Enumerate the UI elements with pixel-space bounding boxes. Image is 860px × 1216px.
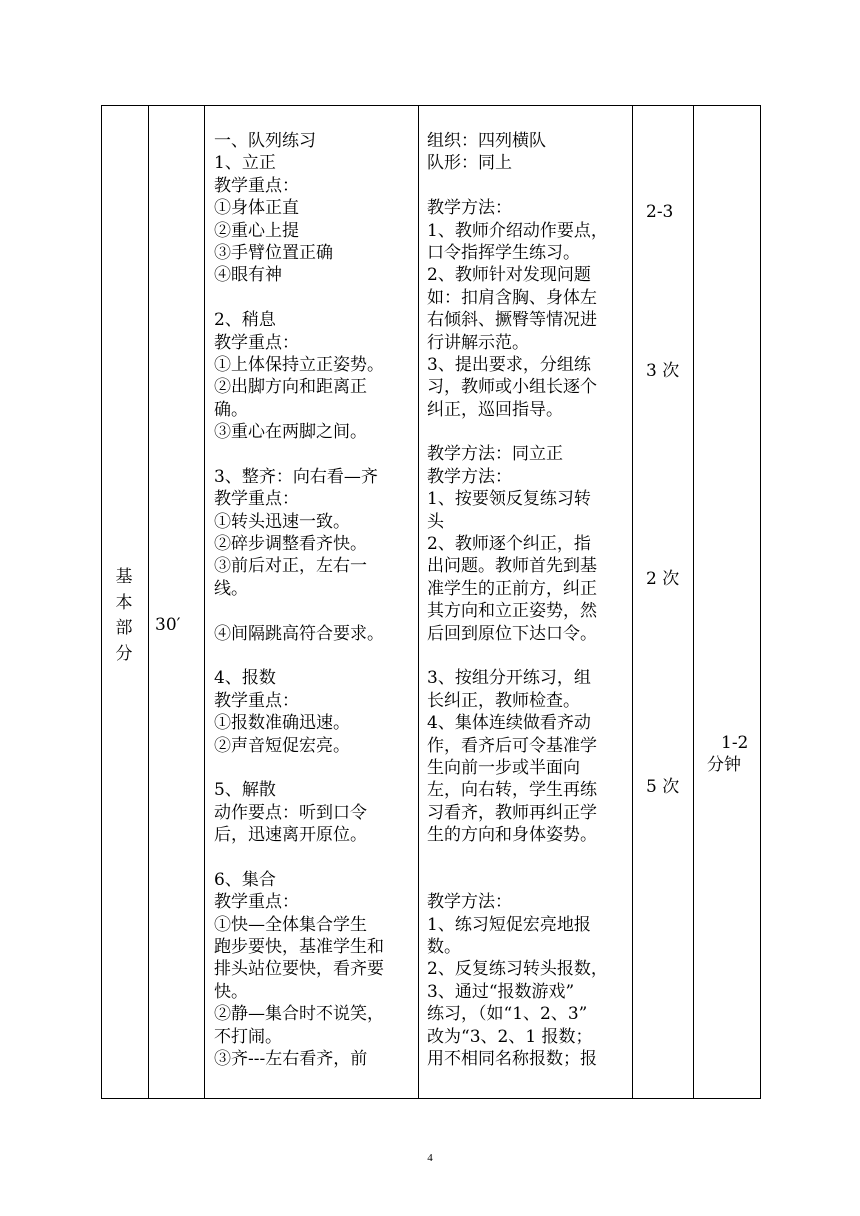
text-line: 改为“3、2、1 报数； (427, 1026, 593, 1047)
count-value: 2-3 (646, 202, 674, 222)
text-line: 头 (427, 511, 444, 532)
section-char: 本 (115, 592, 133, 613)
section-char: 分 (115, 643, 133, 664)
text-line: ②声音短促宏亮。 (214, 735, 350, 756)
text-line (214, 287, 414, 309)
text-line: ①快—全体集合学生 (214, 914, 367, 935)
text-line: 纠正，巡回指导。 (427, 399, 563, 420)
text-line: ④眼有神 (214, 265, 282, 286)
text-line: 练习，（如“1、2、3” (427, 1004, 588, 1025)
text-line: 教学重点： (214, 489, 299, 510)
text-line: 后回到原位下达口令。 (427, 623, 597, 644)
text-line (214, 443, 414, 465)
text-line: ①身体正直 (214, 198, 299, 219)
teaching-content-column (214, 130, 414, 1070)
text-line: 1、练习短促宏亮地报 (427, 914, 591, 935)
text-line: 2、教师针对发现问题 (427, 265, 591, 286)
count-value: 2 次 (646, 569, 680, 589)
text-line: 5、解散 (214, 780, 276, 801)
text-line: 其方向和立正姿势，然 (427, 601, 597, 622)
text-line: ③重心在两脚之间。 (214, 422, 367, 443)
text-line: ①转头迅速一致。 (214, 511, 350, 532)
text-line (214, 847, 414, 869)
text-line: 生向前一步或半面向 (427, 757, 580, 778)
text-line: 作，看齐后可令基准学 (427, 735, 597, 756)
text-line: ③手臂位置正确 (214, 242, 333, 263)
text-line: 2、教师逐个纠正，指 (427, 534, 591, 555)
text-line: 一、队列练习 (214, 131, 316, 151)
text-line: ①报数准确迅速。 (214, 713, 350, 734)
count-value: 5 次 (646, 777, 680, 797)
text-line (214, 645, 414, 667)
text-line (427, 869, 629, 891)
text-line: 教学重点： (214, 175, 299, 196)
text-line: 数。 (427, 937, 461, 958)
text-line: 确。 (214, 399, 248, 420)
duration-unit: 分钟 (707, 755, 741, 775)
count-value: 3 次 (646, 361, 680, 381)
teaching-method-column (427, 130, 629, 1070)
text-line: 不打闹。 (214, 1026, 282, 1047)
time-cell (149, 106, 205, 1099)
text-line: 教学方法： (427, 466, 512, 487)
text-line: 1、按要领反复练习转 (427, 489, 591, 510)
text-line: 出问题。教师首先到基 (427, 556, 597, 577)
text-line (427, 645, 629, 667)
text-line (427, 421, 629, 443)
text-line: ②重心上提 (214, 220, 299, 241)
text-line: 教学方法： (427, 892, 512, 913)
duration-label (693, 732, 759, 776)
text-line: 6、集合 (214, 869, 276, 890)
text-line: 生的方向和身体姿势。 (427, 825, 597, 846)
duration-range: 1-2 (721, 733, 749, 753)
text-line: 准学生的正前方，纠正 (427, 578, 597, 599)
text-line: 线。 (214, 578, 248, 599)
text-line: 4、集体连续做看齐动 (427, 713, 591, 734)
text-line: 长纠正，教师检查。 (427, 690, 580, 711)
text-line: 3、提出要求，分组练 (427, 354, 591, 375)
text-line: 用不相同名称报数；报 (427, 1049, 597, 1070)
text-line (427, 847, 629, 869)
text-line: 行讲解示范。 (427, 332, 529, 353)
text-line: 教学重点： (214, 690, 299, 711)
text-line: 组织：四列横队 (427, 131, 546, 151)
text-line: ③前后对正，左右一 (214, 556, 367, 577)
text-line: 3、按组分开练习，组 (427, 668, 591, 689)
text-line: ②碎步调整看齐快。 (214, 534, 367, 555)
duration-cell (693, 106, 760, 1099)
text-line: ③齐---左右看齐，前 (214, 1049, 368, 1070)
text-line: 教学方法：同立正 (427, 444, 563, 465)
text-line: 队形：同上 (427, 153, 512, 174)
text-line: 后，迅速离开原位。 (214, 825, 367, 846)
text-line: 快。 (214, 981, 248, 1002)
text-line: 排头站位要快，看齐要 (214, 959, 384, 980)
text-line: ④间隔跳高符合要求。 (214, 623, 384, 644)
text-line: 口令指挥学生练习。 (427, 242, 580, 263)
text-line: 1、教师介绍动作要点， (427, 220, 608, 241)
text-line: 习看齐，教师再纠正学 (427, 802, 597, 823)
text-line: 教学重点： (214, 892, 299, 913)
text-line: 左，向右转，学生再练 (427, 780, 597, 801)
text-line: 跑步要快，基准学生和 (214, 937, 384, 958)
text-line: 教学重点： (214, 332, 299, 353)
text-line: 1、立正 (214, 153, 276, 174)
text-line: 教学方法： (427, 198, 512, 219)
section-label (101, 565, 147, 667)
text-line: 右倾斜、撅臀等情况进 (427, 310, 597, 331)
text-line: ②静—集合时不说笑， (214, 1004, 384, 1025)
text-line: ①上体保持立正姿势。 (214, 354, 384, 375)
text-line: 2、反复练习转头报数， (427, 959, 608, 980)
section-char: 基 (115, 567, 133, 587)
text-line: 动作要点：听到口令 (214, 802, 367, 823)
text-line: 3、通过“报数游戏” (427, 981, 575, 1002)
text-line: 习，教师或小组长逐个 (427, 377, 597, 398)
text-line: 2、稍息 (214, 310, 276, 331)
text-line: 如：扣肩含胸、身体左 (427, 287, 597, 308)
count-cell (633, 106, 693, 1099)
text-line (214, 757, 414, 779)
section-char: 部 (115, 618, 133, 638)
text-line: ②出脚方向和距离正 (214, 377, 367, 398)
text-line (214, 600, 414, 622)
text-line: 3、整齐：向右看—齐 (214, 466, 378, 487)
text-line: 4、报数 (214, 668, 276, 689)
time-label: 30′ (155, 615, 181, 635)
page-number: 4 (427, 1152, 433, 1164)
text-line (427, 175, 629, 197)
